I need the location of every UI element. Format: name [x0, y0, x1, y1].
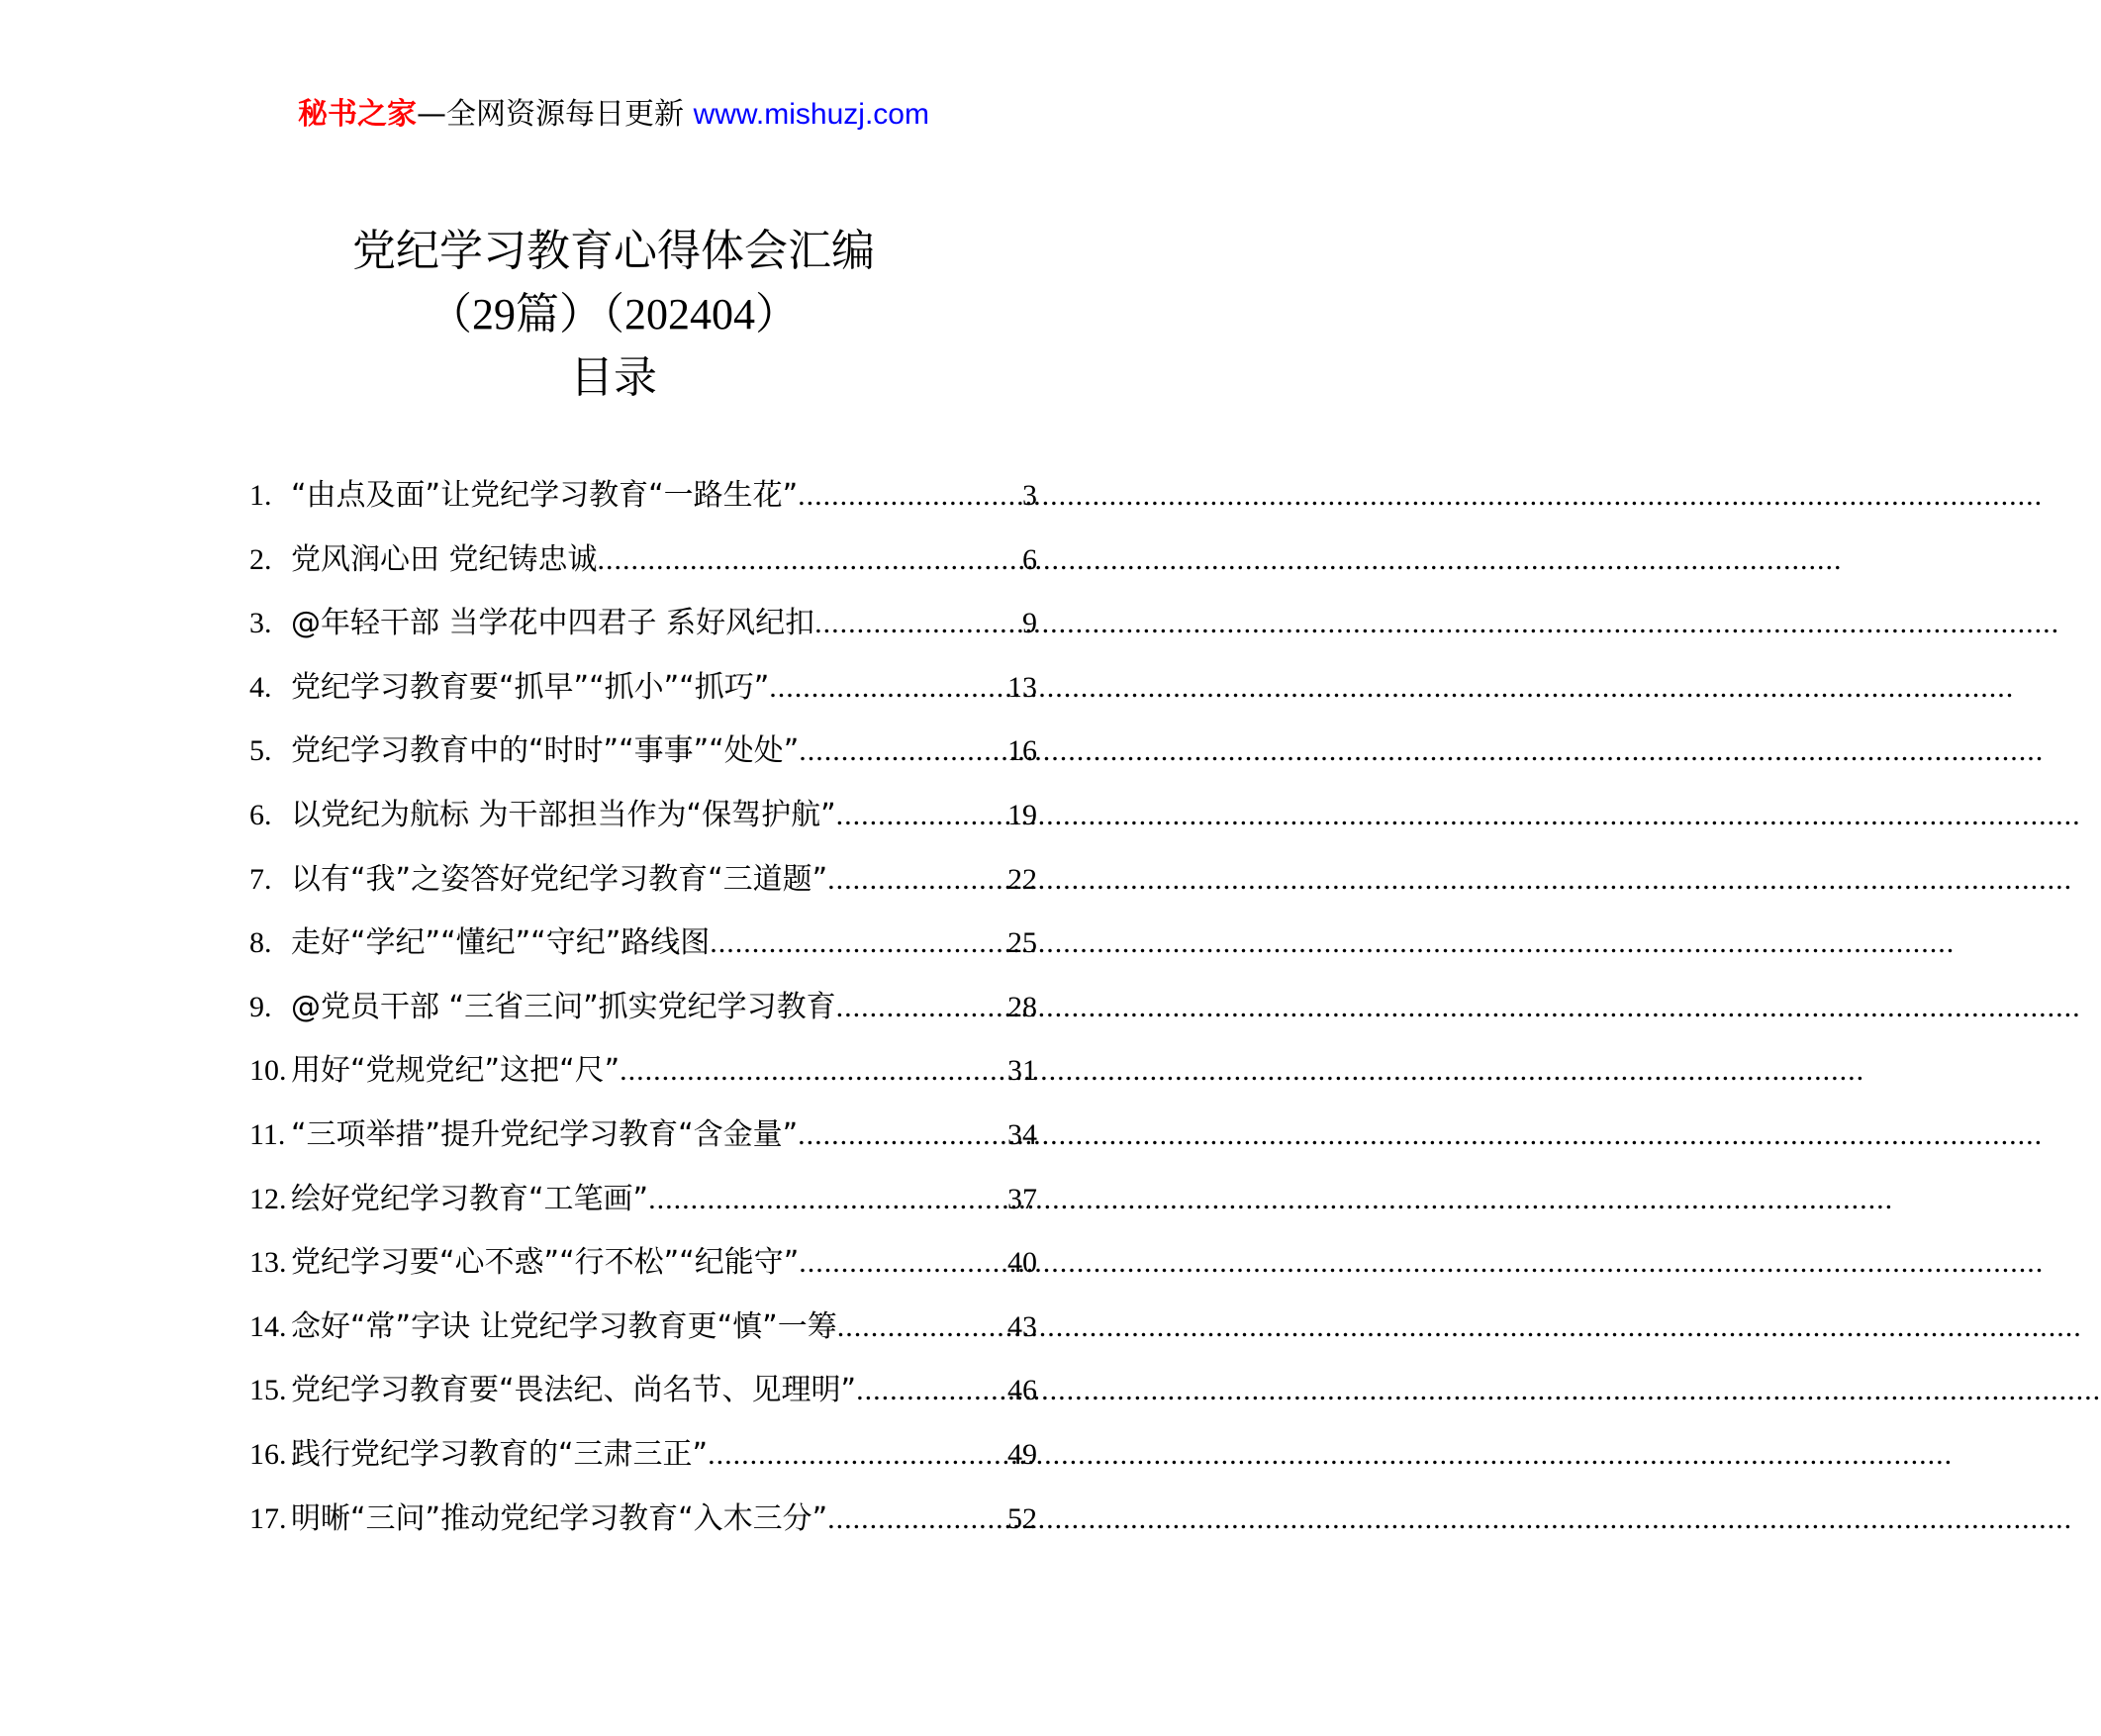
- toc-entry-number: 7.: [249, 862, 272, 896]
- toc-entry-title[interactable]: 党风润心田 党纪铸忠诚: [291, 541, 598, 577]
- toc-leader-dots: [827, 1499, 1007, 1539]
- toc-entry-page: 6: [1022, 542, 1037, 576]
- toc-entry[interactable]: [249, 1243, 1037, 1307]
- toc-entry-number: 15.: [249, 1374, 287, 1407]
- toc-leader-dots: [799, 1243, 1007, 1283]
- toc-entry[interactable]: [249, 476, 1037, 540]
- toc-entry-page: 46: [1007, 1374, 1037, 1407]
- toc-leader-dots: [798, 1115, 1007, 1155]
- toc-entry[interactable]: [249, 1307, 1037, 1372]
- toc-entry-page: 37: [1007, 1182, 1037, 1215]
- table-of-contents: [249, 476, 1037, 1563]
- toc-entry-page: 28: [1007, 990, 1037, 1023]
- toc-entry[interactable]: [249, 1371, 1037, 1435]
- toc-entry-page: 16: [1007, 734, 1037, 768]
- toc-entry-number: 16.: [249, 1437, 287, 1471]
- toc-entry-number: 17.: [249, 1501, 287, 1535]
- site-header: [0, 95, 1227, 135]
- toc-entry-title[interactable]: 用好“党规党纪”这把“尺”: [291, 1053, 621, 1089]
- toc-entry[interactable]: [249, 1180, 1037, 1244]
- toc-entry[interactable]: [249, 668, 1037, 732]
- header-tagline: —全网资源每日更新: [417, 97, 694, 132]
- toc-entry-title[interactable]: 以党纪为航标 为干部担当作为“保驾护航”: [291, 797, 836, 832]
- toc-entry-page: 3: [1022, 479, 1037, 512]
- toc-entry-number: 10.: [249, 1054, 287, 1088]
- toc-entry-number: 2.: [249, 542, 272, 576]
- toc-entry-page: 52: [1007, 1501, 1037, 1535]
- toc-entry-page: 22: [1007, 862, 1037, 896]
- toc-entry[interactable]: [249, 540, 1037, 605]
- toc-entry-page: 49: [1007, 1437, 1037, 1471]
- toc-entry-page: 9: [1022, 607, 1037, 640]
- toc-entry-page: 31: [1007, 1054, 1037, 1088]
- site-url-link[interactable]: www.mishuzj.com: [693, 98, 929, 131]
- toc-leader-dots: [710, 923, 1007, 963]
- toc-entry-title[interactable]: 绘好党纪学习教育“工笔画”: [291, 1181, 649, 1216]
- toc-entry-page: 19: [1007, 798, 1037, 831]
- toc-entry-title[interactable]: 党纪学习教育要“抓早”“抓小”“抓巧”: [291, 669, 770, 705]
- toc-entry-number: 14.: [249, 1309, 287, 1343]
- toc-entry-title[interactable]: “三项举措”提升党纪学习教育“含金量”: [291, 1116, 799, 1152]
- toc-entry-title[interactable]: @党员干部 “三省三问”抓实党纪学习教育: [291, 989, 836, 1024]
- toc-entry-title[interactable]: “由点及面”让党纪学习教育“一路生花”: [291, 478, 799, 513]
- toc-entry-title[interactable]: 走好“学纪”“懂纪”“守纪”路线图: [291, 925, 711, 961]
- toc-entry-title[interactable]: 念好“常”字诀 让党纪学习教育更“慎”一筹: [291, 1308, 837, 1344]
- toc-entry-title[interactable]: 党纪学习要“心不惑”“行不松”“纪能守”: [291, 1245, 800, 1281]
- toc-entry-title[interactable]: 践行党纪学习教育的“三肃三正”: [291, 1436, 709, 1472]
- toc-leader-dots: [837, 1307, 1007, 1347]
- toc-leader-dots: [836, 988, 1007, 1027]
- title-block: [0, 220, 1227, 410]
- toc-entry-number: 8.: [249, 926, 272, 960]
- toc-leader-dots: [799, 731, 1007, 771]
- toc-leader-dots: [648, 1180, 1007, 1219]
- toc-leader-dots: [798, 476, 1022, 516]
- toc-entry[interactable]: [249, 731, 1037, 796]
- toc-leader-dots: [856, 1371, 1007, 1410]
- toc-leader-dots: [620, 1051, 1007, 1091]
- toc-entry[interactable]: [249, 1435, 1037, 1499]
- toc-leader-dots: [769, 668, 1007, 708]
- toc-entry-number: 13.: [249, 1246, 287, 1280]
- toc-leader-dots: [708, 1435, 1007, 1475]
- toc-entry[interactable]: [249, 923, 1037, 988]
- toc-entry[interactable]: [249, 1051, 1037, 1115]
- document-title: 党纪学习教育心得体会汇编: [352, 226, 875, 276]
- toc-entry-number: 9.: [249, 990, 272, 1023]
- toc-entry[interactable]: [249, 1115, 1037, 1180]
- toc-leader-dots: [598, 540, 1022, 580]
- toc-leader-dots: [827, 860, 1007, 900]
- toc-entry-number: 5.: [249, 734, 272, 768]
- toc-leader-dots: [836, 796, 1007, 835]
- toc-leader-dots: [814, 604, 1022, 643]
- toc-entry-page: 13: [1007, 670, 1037, 704]
- brand-name: 秘书之家: [298, 97, 418, 132]
- toc-entry-number: 3.: [249, 607, 272, 640]
- toc-entry-number: 4.: [249, 670, 272, 704]
- toc-heading: 目录: [570, 352, 657, 403]
- toc-entry[interactable]: [249, 1499, 1037, 1564]
- toc-entry-page: 43: [1007, 1309, 1037, 1343]
- toc-entry[interactable]: [249, 988, 1037, 1052]
- toc-entry-page: 25: [1007, 926, 1037, 960]
- toc-entry-number: 12.: [249, 1182, 287, 1215]
- toc-entry-title[interactable]: 党纪学习教育中的“时时”“事事”“处处”: [291, 733, 800, 769]
- toc-entry-number: 11.: [249, 1117, 286, 1151]
- toc-entry-number: 1.: [249, 479, 272, 512]
- toc-entry[interactable]: [249, 604, 1037, 668]
- toc-entry-number: 6.: [249, 798, 272, 831]
- toc-entry[interactable]: [249, 860, 1037, 924]
- toc-entry-title[interactable]: 明晰“三问”推动党纪学习教育“入木三分”: [291, 1500, 828, 1536]
- document-subtitle: （29篇）（202404）: [429, 290, 799, 338]
- toc-entry-title[interactable]: 以有“我”之姿答好党纪学习教育“三道题”: [291, 861, 828, 897]
- toc-entry-page: 40: [1007, 1246, 1037, 1280]
- toc-entry-title[interactable]: 党纪学习教育要“畏法纪、尚名节、见理明”: [291, 1373, 857, 1408]
- toc-entry-page: 34: [1007, 1117, 1037, 1151]
- toc-entry-title[interactable]: @年轻干部 当学花中四君子 系好风纪扣: [291, 606, 815, 641]
- toc-entry[interactable]: [249, 796, 1037, 860]
